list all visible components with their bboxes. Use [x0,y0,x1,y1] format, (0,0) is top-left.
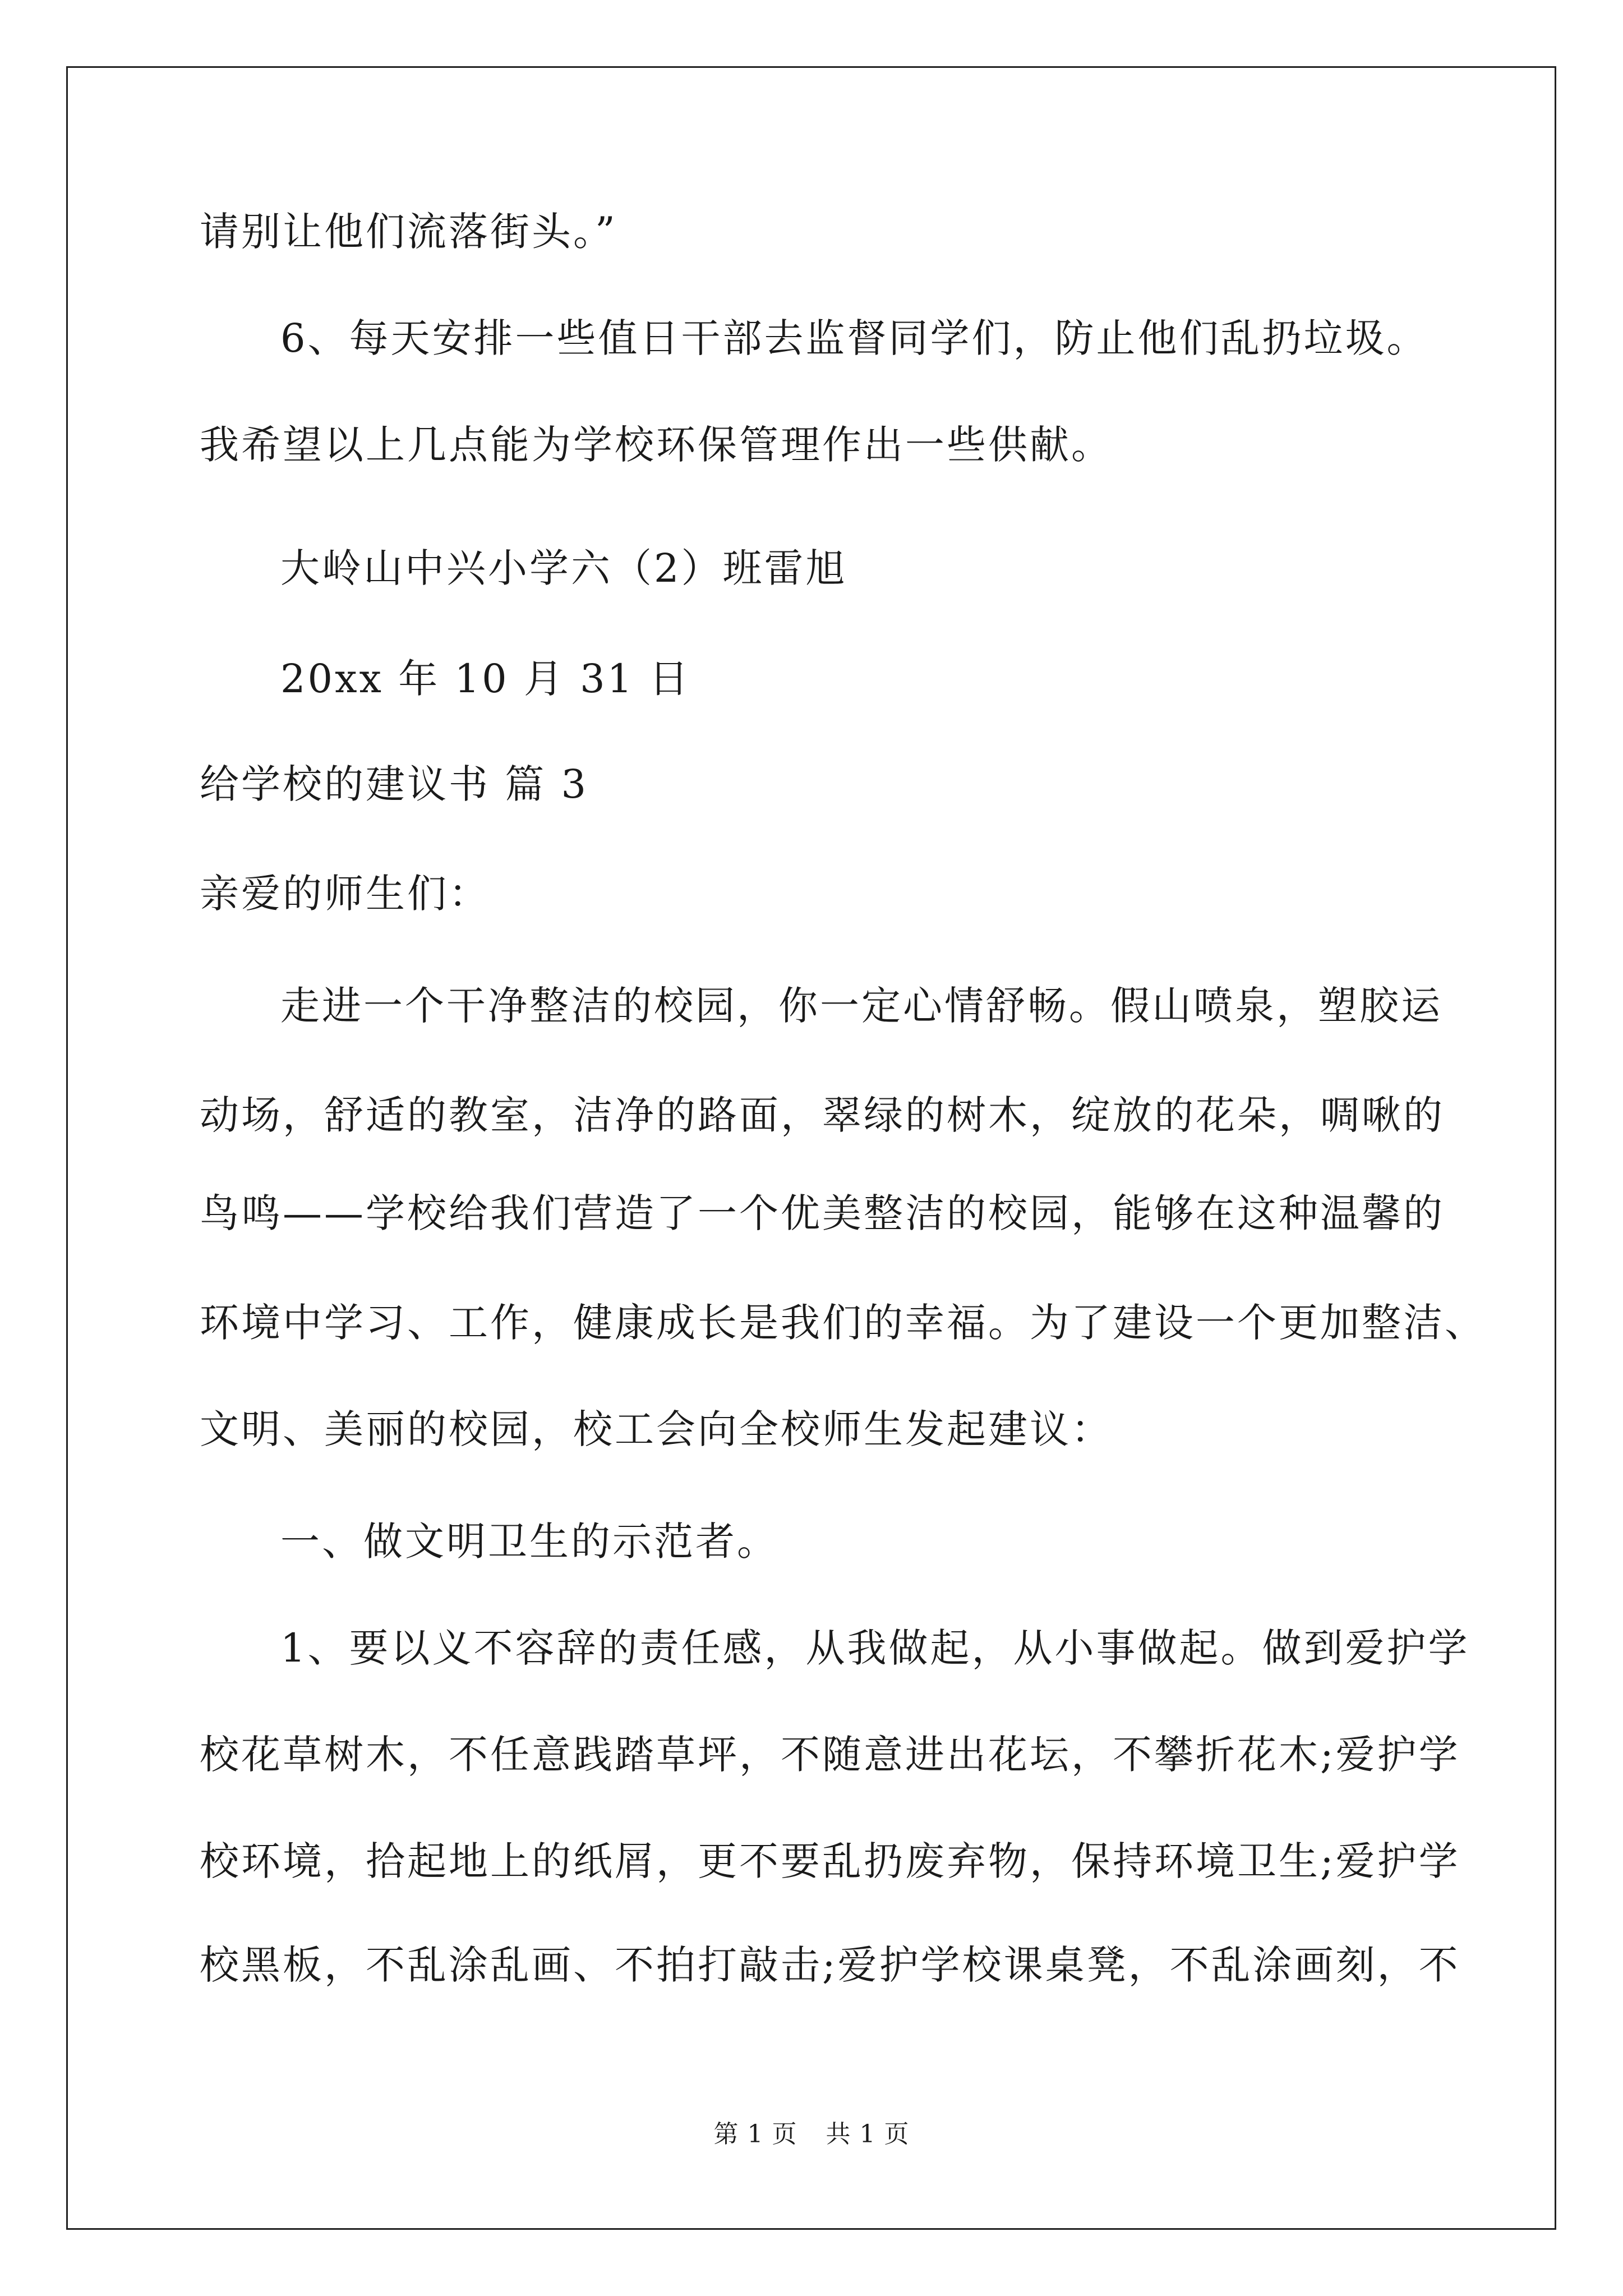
text-line: 环境中学习、工作，健康成长是我们的幸福。为了建设一个更加整洁、 [200,1300,1486,1346]
text-line: 文明、美丽的校园，校工会向全校师生发起建议： [200,1406,1113,1452]
text-line: 请别让他们流落街头。” [200,209,617,255]
text-line: 我希望以上几点能为学校环保管理作出一些供献。 [200,422,1113,468]
text-line: 6、每天安排一些值日干部去监督同学们，防止他们乱扔垃圾。 [280,315,1428,361]
date-line: 20xx 年 10 月 31 日 [280,656,691,702]
section-title: 给学校的建议书 篇 3 [200,761,589,807]
signature-line: 大岭山中兴小学六（2）班雷旭 [280,545,847,591]
text-line: 校环境，拾起地上的纸屑，更不要乱扔废弃物，保持环境卫生;爱护学 [200,1838,1460,1884]
text-line: 校黑板，不乱涂乱画、不拍打敲击;爱护学校课桌凳，不乱涂画刻，不 [200,1942,1460,1988]
page-total: 共 1 页 [826,2120,910,2148]
page-border [66,66,1556,2230]
salutation: 亲爱的师生们： [200,871,490,917]
text-line: 鸟鸣——学校给我们营造了一个优美整洁的校园，能够在这种温馨的 [200,1190,1445,1236]
page-number: 第 1 页 [713,2120,797,2148]
text-line: 走进一个干净整洁的校园，你一定心情舒畅。假山喷泉，塑胶运 [280,983,1442,1029]
page-footer [0,2118,1623,2151]
text-line: 动场，舒适的教室，洁净的路面，翠绿的树木，绽放的花朵，啁啾的 [200,1092,1445,1138]
text-line: 校花草树木，不任意践踏草坪，不随意进出花坛，不攀折花木;爱护学 [200,1732,1460,1778]
text-line: 一、做文明卫生的示范者。 [280,1519,778,1565]
text-line: 1、要以义不容辞的责任感，从我做起，从小事做起。做到爱护学 [280,1625,1470,1671]
